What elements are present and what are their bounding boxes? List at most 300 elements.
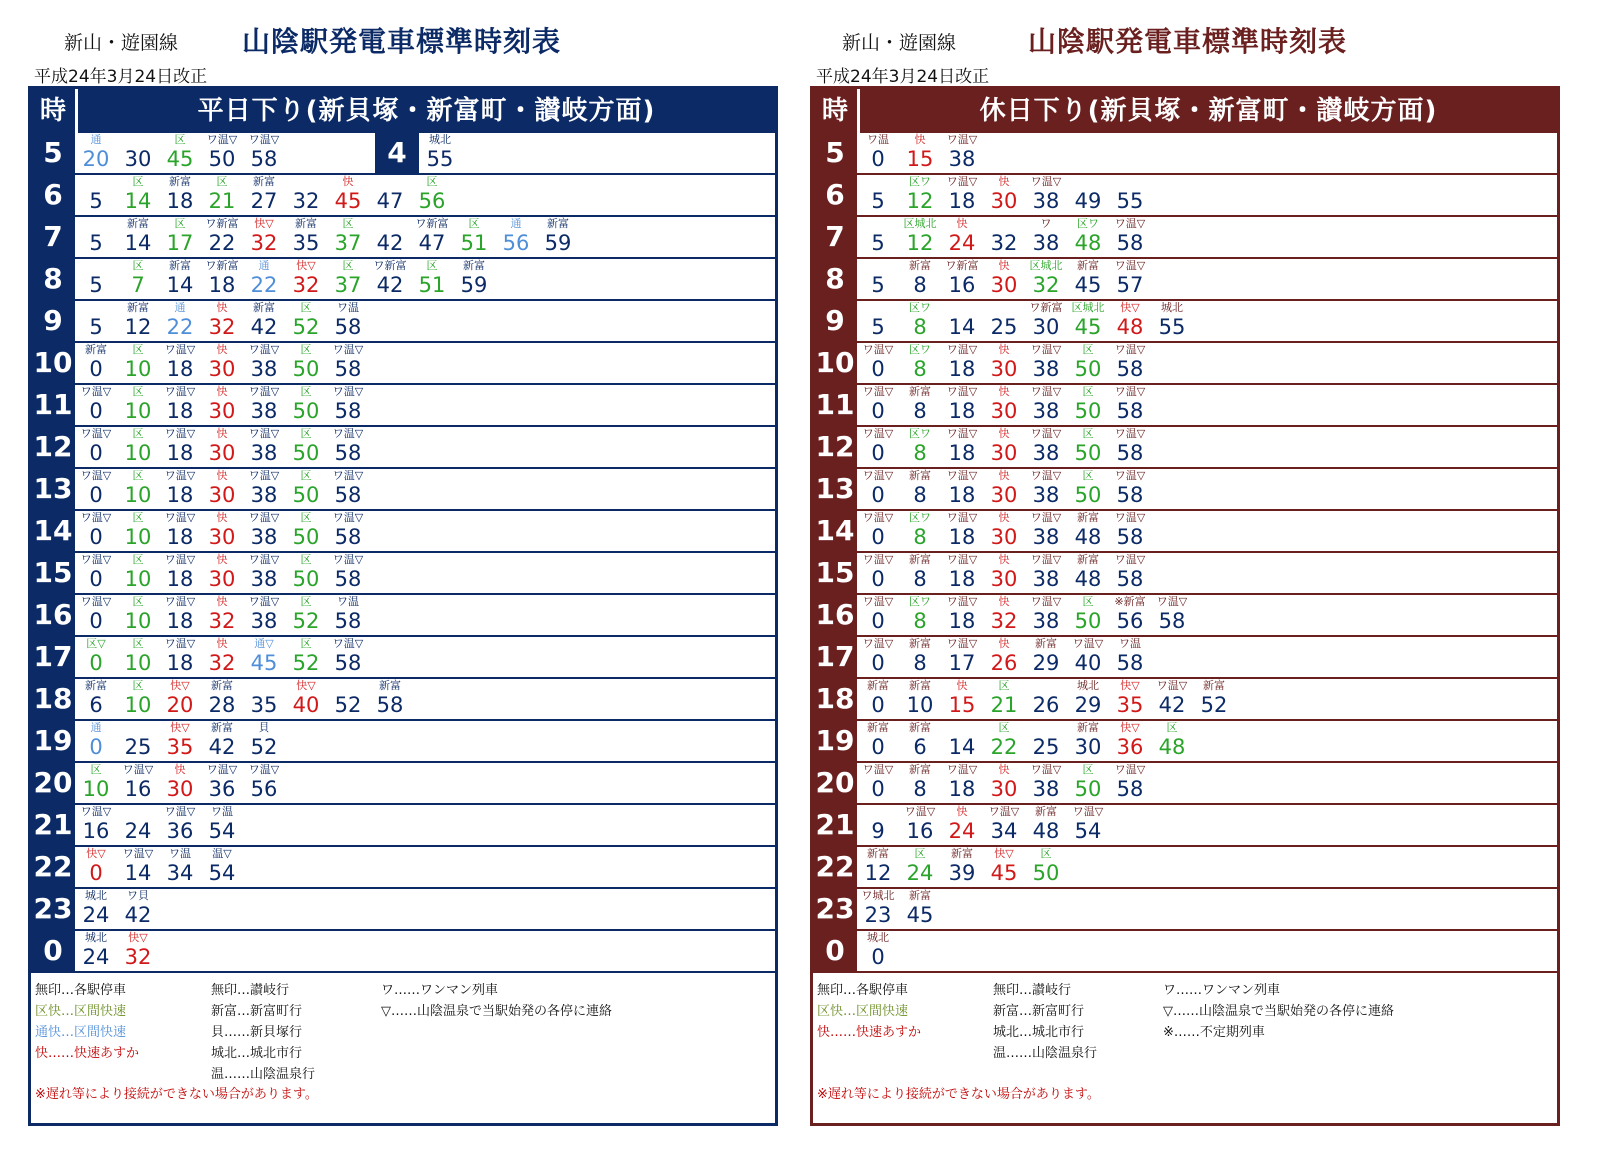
departure-cell [201, 511, 243, 551]
train-type-mark: ワ温▽ [1030, 469, 1062, 482]
departure-cell [75, 343, 117, 383]
train-type-mark: 区 [1166, 721, 1178, 734]
departure-minute: 8 [913, 357, 927, 381]
legend-item: ワ……ワンマン列車 [381, 983, 499, 998]
train-type-mark: ワ城北 [861, 889, 895, 902]
departure-cell [899, 721, 941, 761]
train-type-mark: 区 [468, 217, 480, 230]
departure-cell [243, 553, 285, 593]
timetable-row [813, 595, 1557, 637]
departure-minute: 10 [124, 357, 152, 381]
departure-minute: 30 [124, 147, 152, 171]
departure-cell [899, 637, 941, 677]
legend-item: 区快…区間快速 [35, 1004, 127, 1019]
train-type-mark: 快 [216, 637, 228, 650]
departure-cell [201, 301, 243, 341]
departure-list [75, 721, 775, 761]
departure-minute: 20 [166, 693, 194, 717]
departure-minute: 30 [990, 273, 1018, 297]
hour-label: 16 [813, 595, 857, 635]
hour-label: 17 [31, 637, 75, 677]
train-type-mark: 区 [174, 217, 186, 230]
train-type-mark: 区 [300, 385, 312, 398]
departure-cell [1067, 763, 1109, 803]
departure-minute: 24 [948, 231, 976, 255]
departure-cell [159, 721, 201, 761]
train-type-mark: 新富 [909, 763, 931, 776]
train-type-mark: 新富 [211, 679, 233, 692]
train-type-mark: 城北 [85, 889, 107, 902]
train-type-mark: 新富 [951, 847, 973, 860]
departure-minute: 27 [250, 189, 278, 213]
train-type-mark: ワ新富 [1029, 301, 1063, 314]
departure-minute: 25 [1032, 735, 1060, 759]
departure-minute: 38 [1032, 483, 1060, 507]
departure-cell [857, 343, 899, 383]
departure-minute: 50 [292, 483, 320, 507]
train-type-mark: ワ温▽ [248, 511, 280, 524]
departure-cell [1067, 511, 1109, 551]
direction-title: 平日下り(新貝塚・新富町・讃岐方面) [78, 89, 775, 133]
departure-minute: 24 [906, 861, 934, 885]
train-type-mark: 区 [300, 637, 312, 650]
train-type-mark: 区▽ [86, 637, 106, 650]
departure-cell [285, 553, 327, 593]
departure-cell [285, 679, 327, 719]
timetable-row [31, 679, 775, 721]
train-type-mark: 快 [998, 763, 1010, 776]
departure-minute: 38 [1032, 357, 1060, 381]
departure-minute: 55 [1116, 189, 1144, 213]
timetable-row [813, 763, 1557, 805]
hour-label: 6 [31, 175, 75, 215]
departure-cell [243, 427, 285, 467]
train-type-mark: 区ワ [909, 343, 931, 356]
departure-cell [1025, 469, 1067, 509]
legend-item: 貝……新貝塚行 [211, 1025, 303, 1040]
departure-minute: 51 [418, 273, 446, 297]
departure-minute: 42 [124, 903, 152, 927]
departure-cell [1067, 469, 1109, 509]
train-type-mark: ワ温▽ [862, 343, 894, 356]
departure-minute: 47 [376, 189, 404, 213]
departure-minute: 0 [871, 525, 885, 549]
departure-list [75, 301, 775, 341]
departure-minute: 30 [1032, 315, 1060, 339]
train-type-mark: 新富 [169, 175, 191, 188]
hour-label: 8 [813, 259, 857, 299]
train-type-mark: ワ温▽ [862, 553, 894, 566]
departure-cell [243, 301, 285, 341]
departure-minute: 12 [906, 189, 934, 213]
train-type-mark: 通▽ [254, 637, 274, 650]
departure-minute: 48 [1074, 525, 1102, 549]
departure-cell [983, 385, 1025, 425]
departure-cell [941, 343, 983, 383]
departure-cell [1067, 679, 1109, 719]
departure-minute: 34 [166, 861, 194, 885]
departure-cell [941, 763, 983, 803]
departure-cell [117, 175, 159, 215]
train-type-mark: ワ温▽ [862, 427, 894, 440]
departure-minute: 45 [1074, 273, 1102, 297]
departure-cell [899, 469, 941, 509]
departure-minute: 10 [124, 567, 152, 591]
departure-cell [243, 133, 285, 173]
departure-minute: 38 [250, 609, 278, 633]
train-type-mark: ワ温 [211, 805, 233, 818]
train-type-mark: 新富 [909, 259, 931, 272]
timetable-row [813, 511, 1557, 553]
train-type-mark: ワ新富 [945, 259, 979, 272]
departure-list [857, 889, 1557, 929]
departure-minute: 18 [166, 399, 194, 423]
departure-minute: 30 [990, 777, 1018, 801]
departure-cell [1025, 721, 1067, 761]
train-type-mark: ワ温▽ [1072, 805, 1104, 818]
departure-cell [201, 721, 243, 761]
train-type-mark: 快 [956, 805, 968, 818]
departure-minute: 0 [89, 861, 103, 885]
legend-item: 快……快速あすか [817, 1025, 922, 1040]
departure-cell [75, 511, 117, 551]
hour-label: 15 [31, 553, 75, 593]
departure-minute: 38 [948, 147, 976, 171]
departure-minute: 8 [913, 315, 927, 339]
departure-cell [117, 721, 159, 761]
departure-minute: 16 [906, 819, 934, 843]
departure-minute: 56 [1116, 609, 1144, 633]
departure-cell [117, 511, 159, 551]
train-type-mark: ワ温▽ [946, 175, 978, 188]
train-type-mark: 区城北 [1029, 259, 1063, 272]
departure-minute: 18 [948, 525, 976, 549]
departure-cell [75, 637, 117, 677]
departure-cell [117, 553, 159, 593]
departure-cell [453, 259, 495, 299]
train-type-mark: ワ温▽ [862, 595, 894, 608]
departure-cell [899, 343, 941, 383]
departure-cell [75, 763, 117, 803]
departure-minute: 36 [1116, 735, 1144, 759]
train-type-mark: ワ温▽ [1156, 679, 1188, 692]
departure-list [857, 427, 1557, 467]
departure-minute: 42 [1158, 693, 1186, 717]
departure-minute: 58 [334, 651, 362, 675]
timetable-row [813, 637, 1557, 679]
departure-minute: 0 [871, 735, 885, 759]
train-type-mark: ワ温▽ [1156, 595, 1188, 608]
departure-minute: 36 [208, 777, 236, 801]
train-type-mark: ワ温▽ [164, 511, 196, 524]
departure-cell [1067, 553, 1109, 593]
departure-cell [285, 595, 327, 635]
train-type-mark: ワ温▽ [1030, 385, 1062, 398]
departure-minute: 8 [913, 567, 927, 591]
departure-minute: 18 [948, 777, 976, 801]
departure-cell [941, 259, 983, 299]
departure-minute: 50 [292, 567, 320, 591]
departure-list [857, 679, 1557, 719]
departure-cell [117, 343, 159, 383]
train-type-mark: ワ温▽ [1114, 763, 1146, 776]
departure-minute: 58 [334, 315, 362, 339]
train-type-mark: ワ温 [337, 301, 359, 314]
hour-label: 20 [31, 763, 75, 803]
train-type-mark: 快 [998, 511, 1010, 524]
departure-minute: 5 [89, 315, 103, 339]
train-type-mark: ワ温▽ [164, 595, 196, 608]
departure-cell [285, 217, 327, 257]
departure-minute: 22 [250, 273, 278, 297]
departure-cell [117, 637, 159, 677]
departure-cell [243, 679, 285, 719]
departure-minute: 30 [208, 483, 236, 507]
train-type-mark: 新富 [909, 385, 931, 398]
departure-cell [327, 175, 369, 215]
departure-minute: 32 [208, 609, 236, 633]
train-type-mark: 新富 [85, 679, 107, 692]
train-type-mark: 快 [216, 595, 228, 608]
departure-minute: 18 [948, 399, 976, 423]
departure-minute: 10 [82, 777, 110, 801]
timetable-frame [28, 86, 778, 1126]
departure-minute: 54 [208, 861, 236, 885]
departure-minute: 24 [124, 819, 152, 843]
train-type-mark: ワ温▽ [248, 385, 280, 398]
train-type-mark: ワ温▽ [1030, 553, 1062, 566]
departure-minute: 45 [906, 903, 934, 927]
train-type-mark: 温▽ [212, 847, 232, 860]
departure-cell [941, 175, 983, 215]
departure-cell [1025, 595, 1067, 635]
departure-minute: 8 [913, 441, 927, 465]
departure-cell [159, 175, 201, 215]
timetable-row [31, 259, 775, 301]
train-type-mark: 区ワ [909, 175, 931, 188]
departure-minute: 0 [871, 399, 885, 423]
train-type-mark: 通 [258, 259, 270, 272]
train-type-mark: 通 [90, 721, 102, 734]
legend-item: 無印…讃岐行 [993, 983, 1072, 998]
train-type-mark: ワ温▽ [862, 763, 894, 776]
timetable-title: 山陰駅発電車標準時刻表 [1028, 25, 1348, 58]
train-type-mark: ワ貝 [127, 889, 149, 902]
departure-cell [1109, 595, 1151, 635]
departure-minute: 18 [166, 189, 194, 213]
timetable-row [31, 175, 775, 217]
departure-cell [327, 553, 369, 593]
departure-minute: 10 [124, 525, 152, 549]
departure-minute: 56 [502, 231, 530, 255]
departure-list [75, 805, 775, 845]
timetable-row [31, 721, 775, 763]
hour-label: 12 [813, 427, 857, 467]
departure-cell [327, 595, 369, 635]
departure-minute: 58 [334, 483, 362, 507]
hour-label: 10 [31, 343, 75, 383]
train-type-mark: 区ワ [909, 511, 931, 524]
departure-cell [941, 133, 983, 173]
departure-minute: 0 [89, 441, 103, 465]
hour-label-secondary: 4 [375, 133, 419, 173]
departure-minute: 32 [208, 315, 236, 339]
train-type-mark: 新富 [127, 217, 149, 230]
train-type-mark: 区 [300, 343, 312, 356]
hour-label: 7 [813, 217, 857, 257]
train-type-mark: ワ温▽ [904, 805, 936, 818]
hour-column-header: 時 [813, 89, 857, 133]
departure-cell [941, 721, 983, 761]
train-type-mark: 新富 [169, 259, 191, 272]
departure-cell [75, 847, 117, 887]
legend-item: 通快…区間快速 [35, 1025, 127, 1040]
departure-minute: 58 [376, 693, 404, 717]
train-type-mark: 区ワ [909, 427, 931, 440]
departure-minute: 32 [990, 609, 1018, 633]
timetable-row [31, 427, 775, 469]
train-type-mark: 区城北 [1071, 301, 1105, 314]
timetable-row [31, 301, 775, 343]
departure-cell [1109, 343, 1151, 383]
departure-cell [75, 679, 117, 719]
departure-minute: 12 [864, 861, 892, 885]
departure-cell [899, 427, 941, 467]
train-type-mark: ワ温▽ [946, 133, 978, 146]
departure-minute: 45 [1074, 315, 1102, 339]
panel-header [810, 14, 1560, 87]
departure-minute: 18 [208, 273, 236, 297]
departure-minute: 0 [89, 399, 103, 423]
departure-minute: 22 [208, 231, 236, 255]
departure-cell [857, 553, 899, 593]
line-name: 新山・遊園線 [64, 32, 179, 54]
departure-cell [899, 301, 941, 341]
departure-minute: 50 [1074, 777, 1102, 801]
hour-label: 23 [813, 889, 857, 929]
departure-cell [1067, 637, 1109, 677]
timetable-row [31, 217, 775, 259]
departure-cell [1025, 553, 1067, 593]
departure-cell [1151, 679, 1193, 719]
departure-cell [983, 469, 1025, 509]
departure-minute: 30 [208, 567, 236, 591]
train-type-mark: 快▽ [128, 931, 148, 944]
departure-minute: 10 [124, 483, 152, 507]
departure-minute: 54 [208, 819, 236, 843]
departure-minute: 50 [1032, 861, 1060, 885]
train-type-mark: 城北 [1077, 679, 1099, 692]
hour-label: 8 [31, 259, 75, 299]
train-type-mark: 新富 [85, 343, 107, 356]
train-type-mark: 新富 [127, 301, 149, 314]
departure-list-secondary [419, 133, 775, 173]
train-type-mark: 快▽ [86, 847, 106, 860]
timetable-row [813, 805, 1557, 847]
departure-cell [857, 217, 899, 257]
train-type-mark: 区 [132, 175, 144, 188]
departure-minute: 50 [292, 441, 320, 465]
hour-label: 13 [813, 469, 857, 509]
departure-minute: 8 [913, 525, 927, 549]
departure-cell [1109, 427, 1151, 467]
departure-cell [1067, 385, 1109, 425]
departure-cell [857, 805, 899, 845]
departure-cell [243, 343, 285, 383]
departure-cell [201, 175, 243, 215]
departure-minute: 32 [1032, 273, 1060, 297]
train-type-mark: ワ温▽ [80, 511, 112, 524]
timetable-row [813, 469, 1557, 511]
train-type-mark: 新富 [1203, 679, 1225, 692]
departure-minute: 59 [460, 273, 488, 297]
departure-minute: 42 [250, 315, 278, 339]
departure-cell [1025, 301, 1067, 341]
train-type-mark: ワ温▽ [1072, 637, 1104, 650]
departure-cell [159, 469, 201, 509]
departure-minute: 25 [124, 735, 152, 759]
train-type-mark: ワ温▽ [332, 511, 364, 524]
hour-label: 0 [31, 931, 75, 971]
departure-cell [899, 805, 941, 845]
departure-cell [983, 217, 1025, 257]
train-type-mark: 区 [1082, 385, 1094, 398]
departure-minute: 37 [334, 231, 362, 255]
departure-cell [285, 175, 327, 215]
departure-cell [201, 553, 243, 593]
hour-label: 17 [813, 637, 857, 677]
train-type-mark: 快 [998, 469, 1010, 482]
departure-minute: 14 [166, 273, 194, 297]
departure-list [75, 847, 775, 887]
train-type-mark: ワ温 [337, 595, 359, 608]
departure-minute: 42 [376, 231, 404, 255]
departure-minute: 15 [906, 147, 934, 171]
train-type-mark: 通 [510, 217, 522, 230]
departure-cell [75, 595, 117, 635]
train-type-mark: ワ温▽ [1030, 343, 1062, 356]
departure-minute: 32 [208, 651, 236, 675]
departure-cell [857, 385, 899, 425]
timetable-row [813, 679, 1557, 721]
departure-minute: 32 [292, 273, 320, 297]
legend-item: 城北…城北市行 [211, 1046, 303, 1061]
train-type-mark: ワ温▽ [946, 385, 978, 398]
delay-note: ※遅れ等により接続ができない場合があります。 [817, 1087, 1100, 1102]
departure-cell [411, 175, 453, 215]
departure-minute: 52 [334, 693, 362, 717]
departure-minute: 50 [1074, 399, 1102, 423]
train-type-mark: 区 [300, 301, 312, 314]
departure-cell [1025, 259, 1067, 299]
legend-item: 無印…各駅停車 [817, 983, 909, 998]
departure-cell [495, 217, 537, 257]
departure-cell [1109, 385, 1151, 425]
departure-list [857, 511, 1557, 551]
departure-cell [1025, 847, 1067, 887]
train-type-mark: 新富 [379, 679, 401, 692]
departure-minute: 58 [1116, 441, 1144, 465]
train-type-mark: 快 [216, 301, 228, 314]
train-type-mark: ワ温▽ [164, 385, 196, 398]
timetable-title: 山陰駅発電車標準時刻表 [242, 25, 562, 58]
departure-minute: 18 [166, 525, 194, 549]
departure-cell [243, 721, 285, 761]
train-type-mark: 快 [216, 343, 228, 356]
train-type-mark: ワ温▽ [862, 469, 894, 482]
departure-minute: 30 [990, 567, 1018, 591]
departure-cell [243, 259, 285, 299]
